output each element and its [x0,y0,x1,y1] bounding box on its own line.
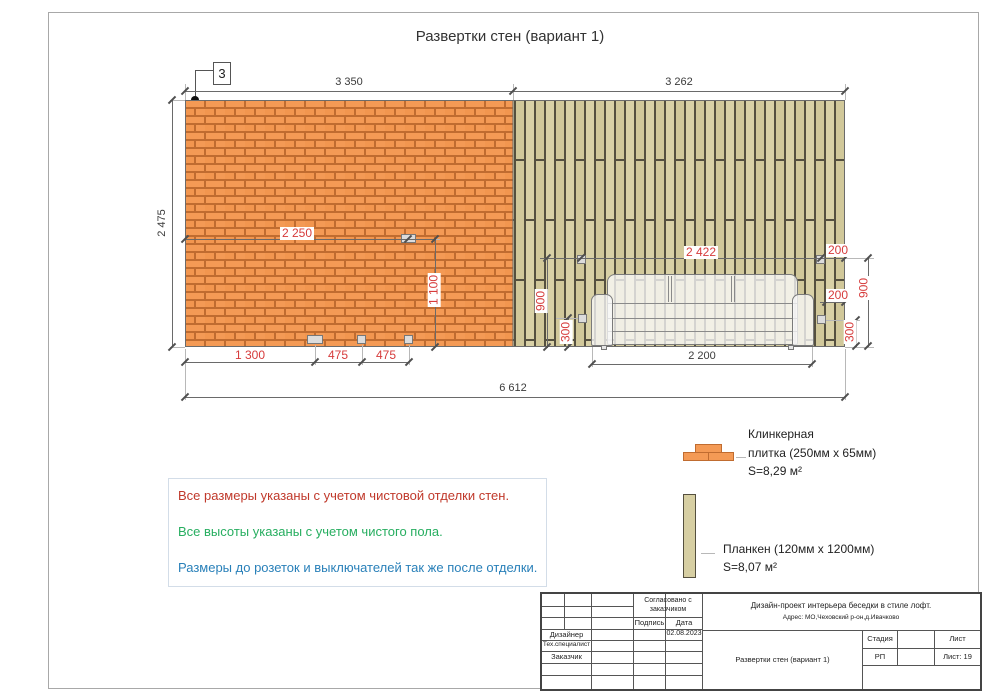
socket-symbol [817,315,826,324]
title-block-agreed: Согласовано с заказчиком [644,596,692,613]
note-sockets: Размеры до розеток и выключателей так же после отделки. [178,560,538,575]
ext-line [845,347,874,348]
dim-label-brick-width: 3 350 [335,76,363,88]
dim-label-switch-height: 1 100 [426,274,441,306]
note-dimensions: Все размеры указаны с учетом чистовой отделки стен. [178,488,510,503]
title-block [540,592,982,691]
dim-label-socket-gap1: 475 [327,348,349,362]
ext-line [845,349,846,400]
dim-label-switch-offset: 2 250 [281,226,313,240]
dim-line-total [185,397,845,398]
legend-leader-line [701,553,715,554]
dim-line-height [172,100,173,347]
marker-leader-line [195,70,196,98]
sofa-seam [608,303,797,304]
title-block-project-line1: Дизайн-проект интерьера беседки в стиле лофт. [750,601,932,610]
title-block-tech-label: Тех.специалист [542,641,591,649]
title-block-sheet-value: Лист: 19 [943,651,972,661]
dim-label-left-socket-height: 900 [533,290,548,312]
sofa-leg [601,345,607,350]
socket-symbol [578,314,587,323]
dim-label-right-socket-low: 300 [842,321,857,343]
dim-label-mid-right-offset: 200 [827,288,849,302]
sofa-cushion-divider [731,276,735,302]
dim-label-plank-width: 3 262 [665,76,693,88]
note-heights: Все высоты указаны с учетом чистого пола. [178,524,443,539]
dim-label-sofa-width: 2 200 [688,350,716,362]
legend-brick-icon [708,452,734,461]
dim-line-right-socket-height [868,258,869,347]
title-block-date-value: 02.08.2023 [666,630,702,638]
dim-label-sockets-span: 2 422 [685,245,717,259]
legend-brick-title-line2: плитка (250мм х 65мм) [748,446,877,460]
dim-label-socket-gap2: 475 [375,348,397,362]
title-block-sheet-label: Лист [949,634,966,644]
legend-brick-icon [683,452,709,461]
legend-plank-area: S=8,07 м² [723,560,777,574]
dim-label-right-socket-height: 900 [856,277,871,299]
legend-plank-title: Планкен (120мм х 1200мм) [723,542,875,556]
ext-line [845,258,874,259]
sofa-armrest [591,294,613,346]
sofa-leg [788,345,794,350]
title-block-date-label: Дата [675,618,693,628]
legend-plank-icon [683,494,696,578]
legend-brick-area: S=8,29 м² [748,464,802,478]
title-block-drawing-title: Развертки стен (вариант 1) [735,654,830,664]
socket-symbol [404,335,413,344]
title-block-stage-label: Стадия [867,634,893,644]
title-block-gridline [564,594,565,629]
socket-symbol [307,335,323,344]
title-block-designer-label: Дизайнер [549,629,584,639]
brick-wall-surface [185,100,513,347]
title-block-client-label: Заказчик [551,652,582,662]
wall-marker: 3 [213,62,231,85]
title-block-stage-value: РП [874,651,886,661]
sofa [607,274,798,345]
sofa-seam [608,318,797,319]
title-block-gridline [542,606,633,607]
title-block-gridline [862,665,980,666]
dim-line-sockets [185,362,409,363]
title-block-signature-label: Подпись [634,618,665,628]
sofa-armrest [792,294,814,346]
title-block-gridline [542,675,702,676]
title-block-gridline [542,663,702,664]
sofa-seam [608,331,797,332]
socket-symbol [357,335,366,344]
legend-brick-title-line1: Клинкерная [748,427,814,441]
dim-label-socket-offset: 1 300 [234,348,266,362]
dim-label-wall-height: 2 475 [156,209,169,237]
dim-line-top [185,91,845,92]
page-title: Развертки стен (вариант 1) [415,28,605,45]
ext-line [185,349,186,400]
dim-label-total-width: 6 612 [499,382,527,394]
title-block-project-line2: Адрес: МО,Чеховский р-он,д.Ивачково [782,613,900,621]
legend-leader-line [736,457,746,458]
marker-leader-line [195,70,214,71]
sofa-cushion-divider [668,276,672,302]
dim-label-left-socket-low: 300 [558,321,573,343]
dim-label-top-right-offset: 200 [827,243,849,257]
dim-line-sofa [592,364,812,365]
